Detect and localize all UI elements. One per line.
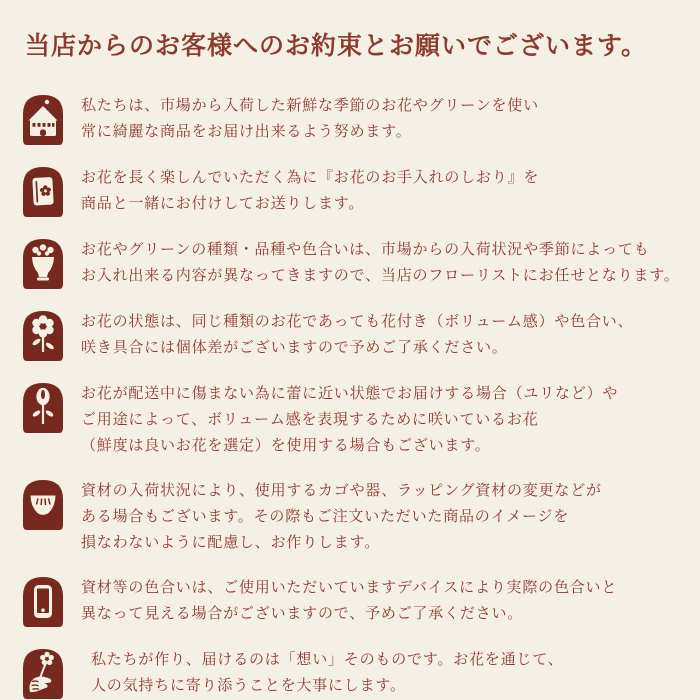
promise-item-4-line-2: 咲き具合には個体差がございますので予めご了承ください。 — [81, 338, 508, 356]
promise-item-7 — [0, 574, 700, 627]
promise-item-6-line-3: 損なわないように配慮し、お作りします。 — [81, 533, 381, 551]
promise-item-5-line-2: ご用途によって、ボリューム感を表現するために咲いているお花 — [81, 410, 539, 428]
promise-item-5 — [0, 380, 700, 458]
promise-text — [81, 574, 617, 626]
daisy-flower-icon — [21, 309, 65, 361]
promise-item-5-line-1: お花が配送中に傷まない為に蕾に近い状態でお届けする場合（ユリなど）や — [81, 384, 619, 402]
promise-item-7-line-1: 資材等の色合いは、ご使用いただいていますデバイスにより実際の色合いと — [81, 578, 618, 596]
promise-text — [81, 308, 633, 360]
promise-item-8 — [0, 646, 700, 699]
care-leaflet-icon — [21, 165, 65, 217]
page-title: 当店からのお客様へのお約束とお願いでございます。 — [25, 31, 648, 60]
hand-flower-icon — [21, 647, 65, 699]
promise-list — [0, 92, 700, 699]
promise-item-2-line-1: お花を長く楽しんでいただく為に『お花のお手入れのしおり』を — [81, 168, 540, 186]
promise-text — [81, 92, 539, 144]
promise-text — [81, 236, 680, 288]
promise-item-6-line-2: ある場合もございます。その際もご注文いただいた商品のイメージを — [81, 507, 570, 525]
promise-item-4 — [0, 308, 700, 361]
smartphone-icon — [21, 575, 65, 627]
promise-text — [81, 646, 564, 698]
bouquet-icon — [21, 237, 65, 289]
promise-item-1-line-2: 常に綺麗な商品をお届け出来るよう努めます。 — [81, 122, 412, 140]
promise-text — [81, 477, 602, 555]
promise-item-6-line-1: 資材の入荷状況により、使用するカゴや器、ラッピング資材の変更などが — [81, 481, 602, 499]
promise-item-2 — [0, 164, 700, 217]
promise-item-1 — [0, 92, 700, 145]
promise-item-3-line-2: お入れ出来る内容が異なってきますので、当店のフローリストにお任せとなります。 — [81, 266, 680, 284]
promise-item-3-line-1: お花やグリーンの種類・品種や色合いは、市場からの入荷状況や季節によっても — [81, 240, 650, 258]
promise-item-8-line-1: 私たちが作り、届けるのは「想い」そのものです。お花を通じて、 — [91, 650, 564, 668]
promise-item-3 — [0, 236, 700, 289]
promise-text — [81, 380, 618, 458]
promise-item-8-line-2: 人の気持ちに寄り添うことを大事にします。 — [91, 676, 406, 694]
promise-item-2-line-2: 商品と一緒にお付けしてお送りします。 — [81, 194, 365, 212]
promise-item-4-line-1: お花の状態は、同じ種類のお花であっても花付き（ボリューム感）や色合い、 — [81, 312, 634, 330]
promise-item-1-line-1: 私たちは、市場から入荷した新鮮な季節のお花やグリーンを使い — [81, 96, 539, 114]
tulip-bud-icon — [21, 381, 65, 433]
shop-house-icon — [21, 93, 65, 145]
promise-text — [81, 164, 539, 216]
basket-icon — [21, 478, 65, 530]
promise-item-6 — [0, 477, 700, 555]
promise-item-5-line-3: （鮮度は良いお花を選定）を使用する場合もございます。 — [81, 436, 491, 454]
promise-item-7-line-2: 異なって見える場合がございますので、予めご了承ください。 — [81, 604, 524, 622]
